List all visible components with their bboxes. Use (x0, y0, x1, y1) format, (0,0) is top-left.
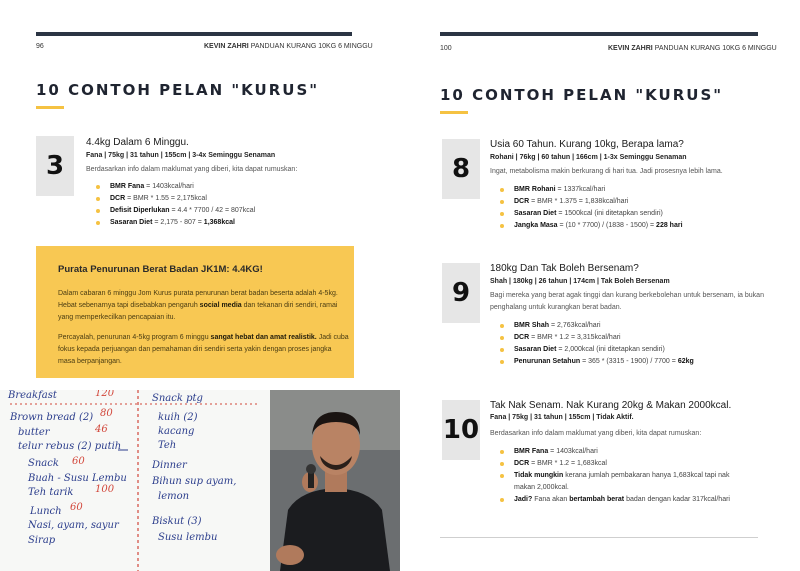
bullet: DCR = BMR * 1.2 = 1,683kcal (496, 458, 746, 470)
wb-line: lemon (158, 491, 190, 502)
wb-line: Biskut (3) (152, 516, 202, 527)
presenter-photo (270, 390, 400, 571)
wb-line: Susu lembu (158, 532, 218, 543)
bullet: DCR = BMR * 1.375 = 1,838kcal/hari (496, 196, 683, 208)
page-number: 96 (36, 43, 44, 50)
header-author: KEVIN ZAHRI (204, 43, 249, 50)
bullet: BMR Shah = 2,763kcal/hari (496, 320, 694, 332)
item-bullets (496, 320, 694, 368)
bullet: Jangka Masa = (10 * 7700) / (1838 - 1500) = 228 hari (496, 220, 683, 232)
wb-line: 60 (70, 502, 83, 513)
item-title: Tak Nak Senam. Nak Kurang 20kg & Makan 2000kcal. (490, 400, 732, 411)
callout-paragraph-1: Dalam cabaran 6 minggu Jom Kurus purata penurunan berat badan beserta adalah 4-5kg. Hebat sebenarnya tapi disebabkan pengaruh social media dan tekanan diri sendiri, ramai yang memperkecilkan pencapaian itu. (58, 290, 338, 321)
page-title: 10 CONTOH PELAN "KURUS" (440, 86, 724, 104)
bullet: Sasaran Diet = 2,175 - 807 = 1,368kcal (92, 217, 255, 229)
running-header (204, 43, 373, 50)
wb-line: Brown bread (2) (10, 412, 94, 423)
wb-line: 100 (95, 484, 115, 495)
header-book: PANDUAN KURANG 10KG 6 MINGGU (250, 43, 373, 50)
bullet: BMR Fana = 1403kcal/hari (92, 181, 255, 193)
item-number-box: 9 (442, 263, 480, 323)
wb-line: Snack (28, 458, 59, 469)
header-book: PANDUAN KURANG 10KG 6 MINGGU (654, 45, 777, 52)
wb-line: kuih (2) (158, 412, 198, 423)
bullet: Penurunan Setahun = 365 * (3315 - 1900) / 7700 = 62kg (496, 356, 694, 368)
bullet: Sasaran Diet = 2,000kcal (ini ditetapkan sendiri) (496, 344, 694, 356)
wb-line: 80 (100, 408, 113, 419)
item-subtitle: Shah | 180kg | 26 tahun | 174cm | Tak Boleh Bersenam (490, 278, 670, 285)
header-author: KEVIN ZAHRI (608, 45, 653, 52)
wb-line: Sirap (28, 535, 56, 546)
callout-box (36, 246, 354, 378)
item-intro: Bagi mereka yang berat agak tinggi dan kurang berkebolehan untuk bersenam, ia bukan penghalang untuk kurangkan berat badan. (490, 292, 764, 311)
item-number-box: 8 (442, 139, 480, 199)
wb-line: Snack ptg (152, 393, 203, 404)
wb-line: 60 (72, 456, 85, 467)
item-subtitle: Rohani | 76kg | 60 tahun | 166cm | 1-3x Seminggu Senaman (490, 154, 687, 161)
item-title: 4.4kg Dalam 6 Minggu. (86, 137, 189, 148)
item-subtitle: Fana | 75kg | 31 tahun | 155cm | 3-4x Seminggu Senaman (86, 152, 276, 159)
wb-line: Lunch (30, 506, 62, 517)
bullet: DCR = BMR * 1.2 = 3,315kcal/hari (496, 332, 694, 344)
bullet: Jadi? Fana akan bertambah berat badan dengan kadar 317kcal/hari (496, 494, 746, 506)
bullet: DCR = BMR * 1.55 = 2,175kcal (92, 193, 255, 205)
item-bullets (496, 184, 683, 232)
presenter-silhouette (270, 390, 400, 571)
wb-line: 120 (95, 390, 115, 399)
right-page (400, 0, 800, 571)
whiteboard (0, 390, 270, 571)
item-intro: Ingat, metabolisma makin berkurang di hari tua. Jadi prosesnya lebih lama. (490, 168, 723, 175)
item-title: 180kg Dan Tak Boleh Bersenam? (490, 263, 639, 274)
wb-line: Breakfast (8, 390, 57, 401)
title-accent (440, 111, 468, 114)
item-number-box: 3 (36, 136, 74, 196)
item-bullets (496, 446, 746, 506)
item-number-box: 10 (442, 400, 480, 460)
wb-line: kacang (158, 426, 195, 437)
wb-line: Teh (158, 440, 177, 451)
page-title: 10 CONTOH PELAN "KURUS" (36, 81, 320, 99)
bullet: BMR Rohani = 1337kcal/hari (496, 184, 683, 196)
top-bar (440, 32, 758, 36)
wb-line: Bihun sup ayam, (152, 476, 237, 487)
wb-line: Teh tarik (28, 487, 74, 498)
top-bar (36, 32, 352, 36)
wb-line: 46 (95, 424, 108, 435)
item-bullets (92, 181, 255, 229)
callout-title: Purata Penurunan Berat Badan JK1M: 4.4KG! (58, 264, 263, 275)
page-number: 100 (440, 45, 452, 52)
bullet: Defisit Diperlukan = 4.4 * 7700 / 42 = 807kcal (92, 205, 255, 217)
wb-line: Dinner (152, 460, 187, 471)
bullet: Sasaran Diet = 1500kcal (ini ditetapkan sendiri) (496, 208, 683, 220)
callout-paragraph-2: Percayalah, penurunan 4-5kg program 6 minggu sangat hebat dan amat realistik. Jadi cuba fokus kepada perjuangan dan pemahaman diri sendiri serta yakin dengan proses jangka masa berpanjangan. (58, 334, 349, 365)
item-intro: Berdasarkan info dalam maklumat yang diberi, kita dapat rumuskan: (86, 166, 298, 173)
item-intro: Berdasarkan info dalam maklumat yang diberi, kita dapat rumuskan: (490, 430, 702, 437)
item-title: Usia 60 Tahun. Kurang 10kg, Berapa lama? (490, 139, 684, 150)
whiteboard-photo (0, 390, 400, 571)
bottom-rule (440, 537, 758, 538)
wb-line: butter (18, 427, 50, 438)
title-accent (36, 106, 64, 109)
item-subtitle: Fana | 75kg | 31 tahun | 155cm | Tidak Aktif. (490, 414, 634, 421)
bullet: BMR Fana = 1403kcal/hari (496, 446, 746, 458)
wb-line: Nasi, ayam, sayur (28, 520, 119, 531)
bullet: Tidak mungkin kerana jumlah pembakaran hanya 1,683kcal tapi nak makan 2,000kcal. (496, 470, 746, 494)
wb-line: telur rebus (2) putih (18, 441, 122, 452)
wb-line: Buah - Susu Lembu (28, 473, 127, 484)
running-header (608, 45, 777, 52)
